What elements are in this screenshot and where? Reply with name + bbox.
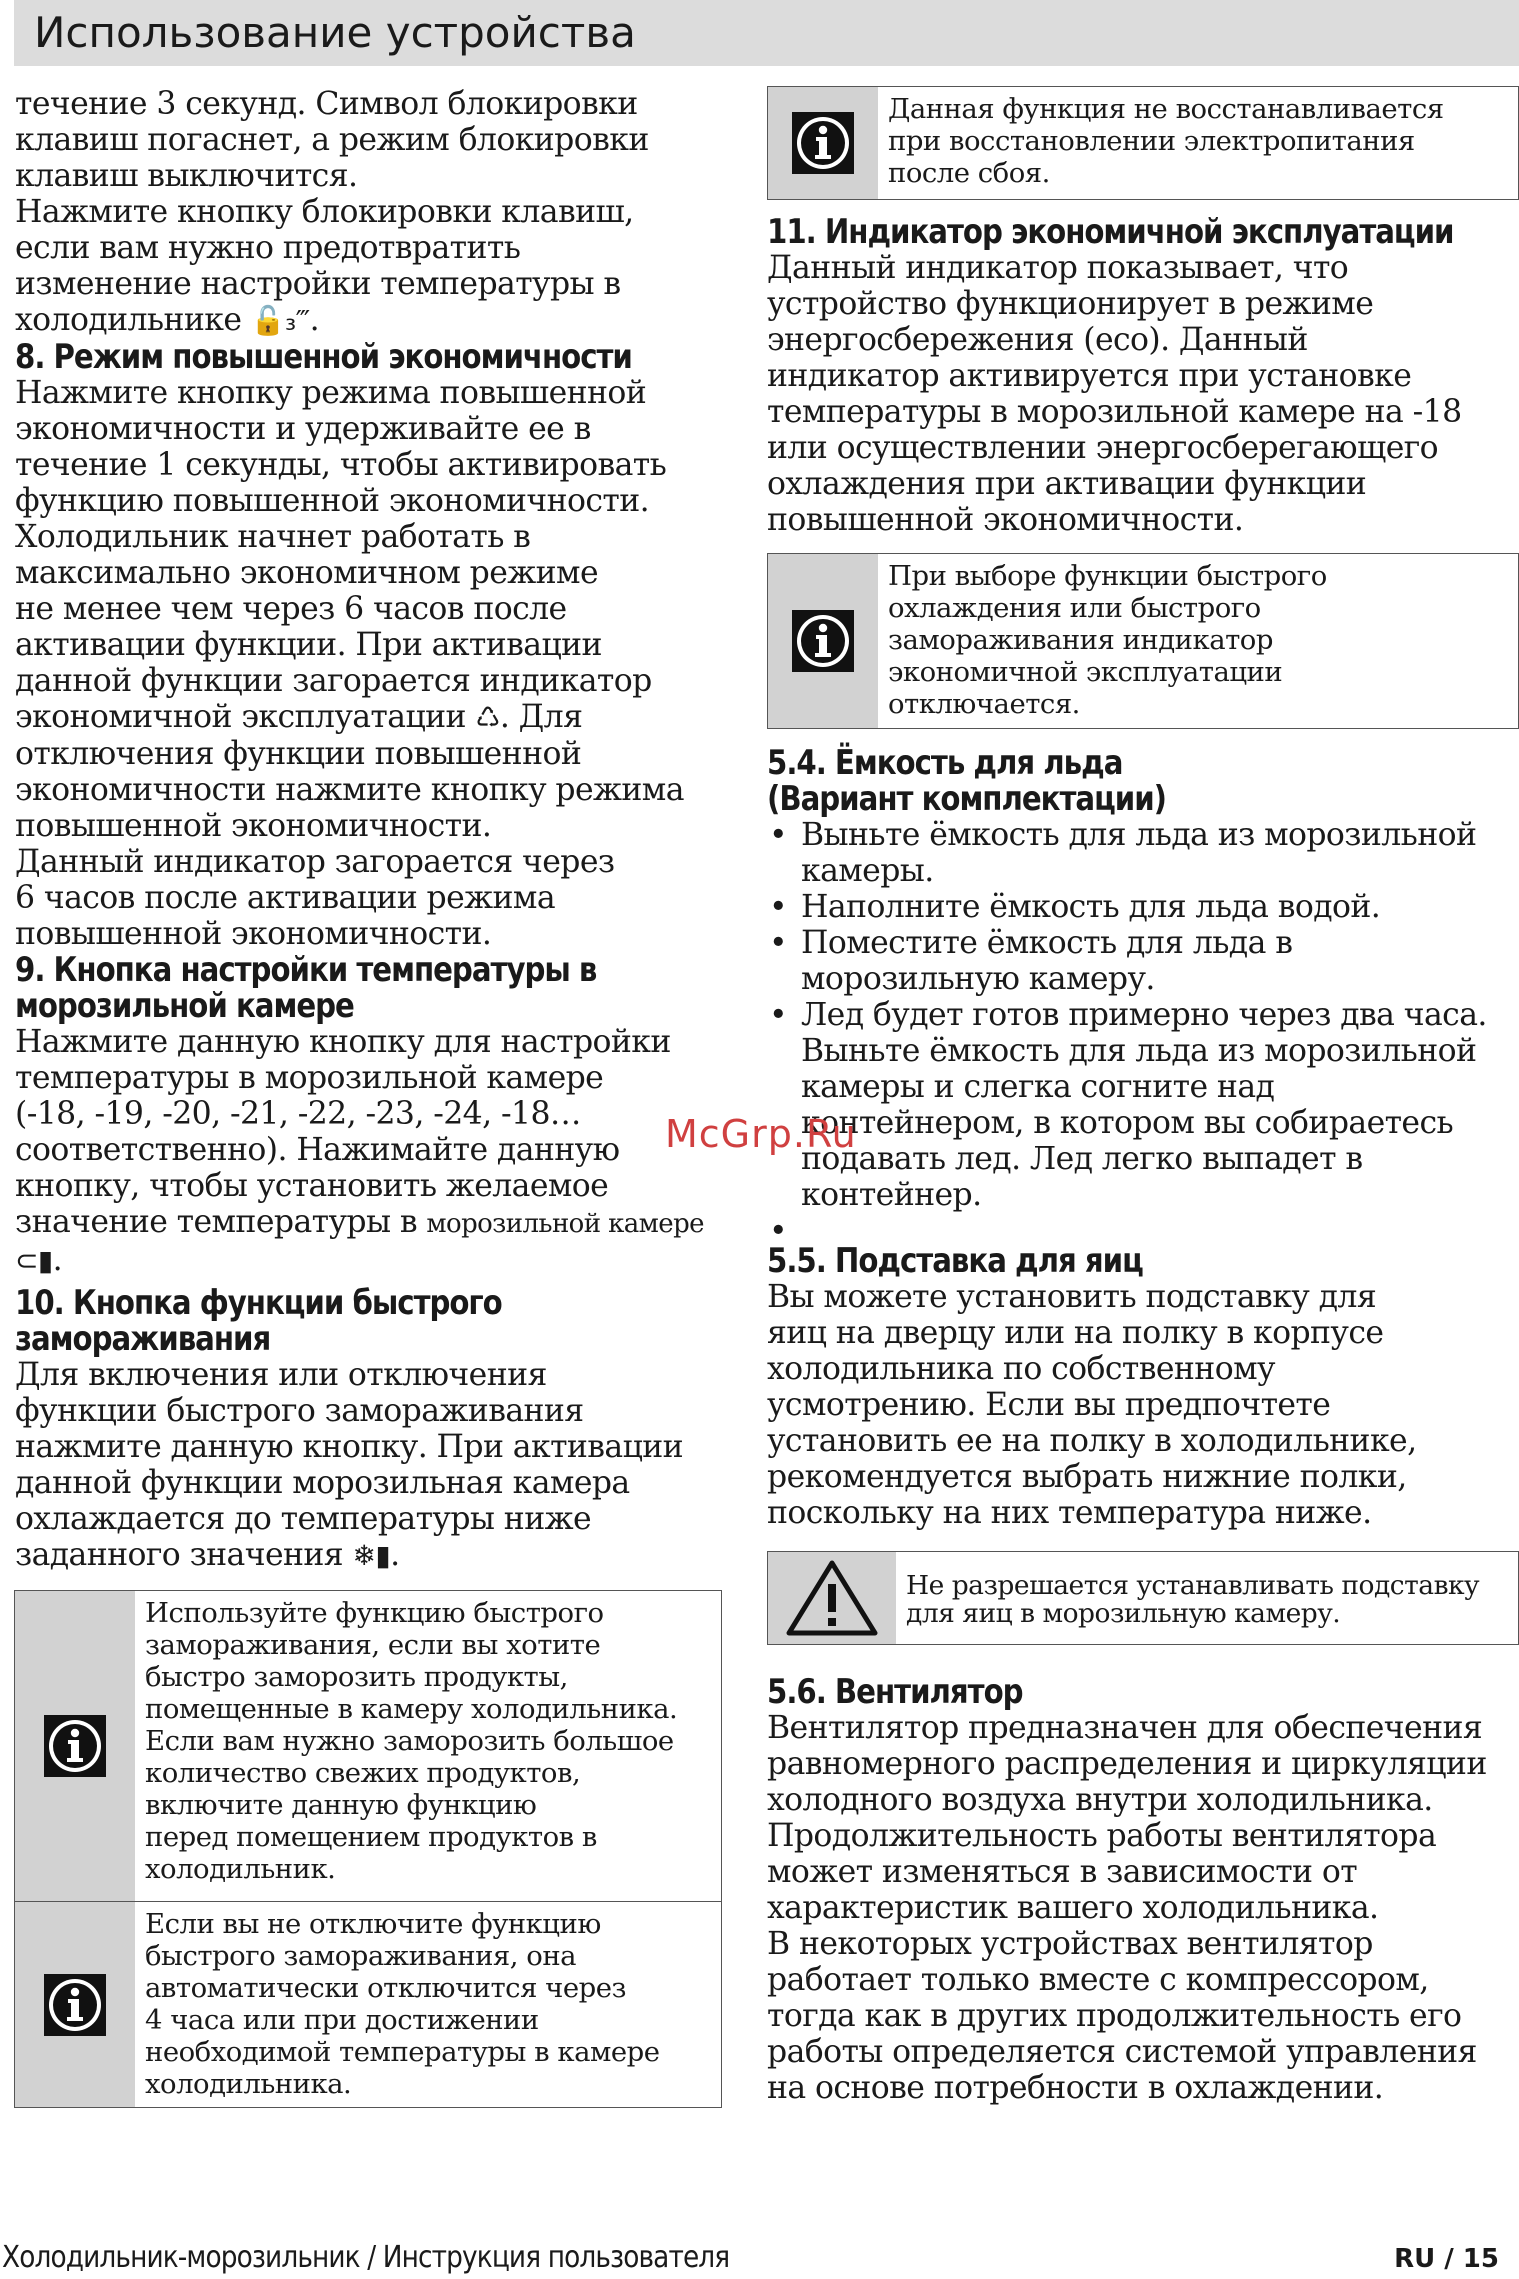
section-11-text: Данный индикатор показывает, что устройство функционирует в режиме энергосбережения (eco). Данный индикатор активируется при установке температуры в морозильной камере на -18 или осуществлении энергосберегающего охлаждения при активации функции повышенной экономичности. (767, 250, 1462, 538)
right-column-middle (767, 745, 1519, 1531)
section-8-text-b: . Для отключения функции повышенной экономичности нажмите кнопку режима повышенной экономичности. Данный индикатор загорается через 6 часов после активации режима повышенной экономичности. (15, 699, 684, 952)
warning-icon (786, 1560, 878, 1636)
eco-note-text: При выборе функции быстрого охлаждения или быстрого замораживания индикатор экономичной эксплуатации отключается. (888, 560, 1327, 720)
note-2-row (15, 1901, 721, 2107)
footer-title: Холодильник-морозильник / Инструкция пользователя (2, 2240, 730, 2275)
section-8-text (15, 375, 730, 952)
section-9-text: Нажмите данную кнопку для настройки температуры в морозильной камере (-18, -19, -20, -21, -22, -23, -24, -18… соответственно). Нажимайте данную кнопку, чтобы установить желаемое значение температуры в морозильной камере ⊂▮. (15, 1024, 704, 1278)
quick-freeze-icon: ❄▮ (352, 1539, 391, 1572)
egg-tray-warning (767, 1551, 1519, 1645)
quick-freeze-notes (14, 1590, 722, 2108)
info-icon (44, 1974, 106, 2036)
section-9-text-main: Нажмите данную кнопку для настройки температуры в морозильной камере (-18, -19, -20, -21, -22, -23, -24, -18… соответственно). Нажимайте данную кнопку, чтобы установить желаемое значение температуры в (15, 1024, 671, 1240)
section-5-6-text: Вентилятор предназначен для обеспечения равномерного распределения и циркуляции холодного воздуха внутри холодильника. Продолжительность работы вентилятора может изменяться в зависимости от характеристик вашего холодильника. В некоторых устройствах вентилятор работает только вместе с компрессором, тогда как в других продолжительность его работы определяется системой управления на основе потребности в охлаждении. (767, 1710, 1487, 2106)
right-column-lower (767, 1674, 1519, 2106)
note-1-text: Используйте функцию быстрого замораживания, если вы хотите быстро заморозить продукты, помещенные в камеру холодильника. Если вам нужно заморозить большое количество свежих продуктов, включите данную функцию перед помещением продуктов в холодильник. (145, 1597, 678, 1885)
eco-note-icon-cell (768, 554, 878, 728)
left-column (15, 86, 730, 1574)
section-10-text-main: Для включения или отключения функции быстрого замораживания нажмите данную кнопку. При активации данной функции морозильная камера охлаждается до температуры ниже заданного значения (15, 1357, 684, 1573)
freezer-temp-icon: ⊂▮ (15, 1244, 53, 1277)
warning-icon-cell (768, 1552, 896, 1644)
list-item: • Наполните ёмкость для льда водой. (767, 889, 1519, 925)
section-5-5-text: Вы можете установить подставку для яиц на дверцу или на полку в корпусе холодильника по собственному усмотрению. Если вы предпочтете установить ее на полку в холодильнике, рекомендуется выбрать нижние полки, поскольку на них температура ниже. (767, 1279, 1417, 1531)
section-5-6-title: 5.6. Вентилятор (767, 1672, 1023, 1712)
section-10-text: Для включения или отключения функции быстрого замораживания нажмите данную кнопку. При активации данной функции морозильная камера охлаждается до температуры ниже заданного значения ❄▮. (15, 1357, 684, 1573)
list-item (767, 1213, 1519, 1243)
note-1-row (15, 1591, 721, 1901)
section-10-title: 10. Кнопка функции быстрого замораживания (15, 1283, 502, 1359)
key-lock-paragraph: течение 3 секунд. Символ блокировки клавиш погаснет, а режим блокировки клавиш выключится. Нажмите кнопку блокировки клавиш, если вам нужно предотвратить изменение настройки температуры в холодильнике 🔓₃‴. (15, 86, 649, 338)
key-lock-icon: 🔓₃‴ (250, 304, 310, 337)
power-restore-icon-cell (768, 87, 878, 199)
header-bar (14, 0, 1519, 66)
info-icon (792, 112, 854, 174)
section-11-title: 11. Индикатор экономичной эксплуатации (767, 212, 1454, 252)
ice-tray-steps (767, 817, 1519, 1243)
power-restore-note (767, 86, 1519, 200)
page-title: Использование устройства (34, 8, 636, 57)
warning-text: Не разрешается устанавливать подставку для яиц в морозильную камеру. (906, 1570, 1480, 1629)
note-1-icon-cell (15, 1591, 135, 1901)
right-column-upper (767, 214, 1519, 538)
note-2-icon-cell (15, 1902, 135, 2107)
eco-note (767, 553, 1519, 729)
list-item: • Лед будет готов примерно через два часа. Выньте ёмкость для льда из морозильной камеры и слегка согните над контейнером, в котором вы собираетесь подавать лед. Лед легко выпадет в контейнер. (767, 997, 1519, 1213)
section-9-text-small: морозильной камере (426, 1209, 704, 1239)
eco-indicator-icon: ♺ (475, 701, 500, 734)
info-icon (792, 610, 854, 672)
section-8-text-a: Нажмите кнопку режима повышенной экономичности и удерживайте ее в течение 1 секунды, чтобы активировать функцию повышенной экономичности. Холодильник начнет работать в максимально экономичном режиме не менее чем через 6 часов после активации функции. При активации данной функции загорается индикатор экономичной эксплуатации (15, 375, 667, 735)
page-number: RU / 15 (1394, 2244, 1499, 2274)
watermark: McGrp.Ru (665, 1112, 857, 1156)
list-item: • Выньте ёмкость для льда из морозильной камеры. (767, 817, 1519, 889)
list-item: • Поместите ёмкость для льда в морозильную камеру. (767, 925, 1519, 997)
section-8-title: 8. Режим повышенной экономичности (15, 337, 632, 377)
section-5-4-title: 5.4. Ёмкость для льда (Вариант комплектации) (767, 743, 1166, 819)
note-2-text: Если вы не отключите функцию быстрого замораживания, она автоматически отключится через 4 часа или при достижении необходимой температуры в камере холодильника. (145, 1908, 660, 2100)
section-9-title: 9. Кнопка настройки температуры в морозильной камере (15, 950, 597, 1026)
info-icon (44, 1715, 106, 1777)
power-restore-text: Данная функция не восстанавливается при восстановлении электропитания после сбоя. (888, 93, 1444, 189)
section-5-5-title: 5.5. Подставка для яиц (767, 1241, 1143, 1281)
key-lock-text: течение 3 секунд. Символ блокировки клавиш погаснет, а режим блокировки клавиш выключится. Нажмите кнопку блокировки клавиш, если вам нужно предотвратить изменение настройки температуры в холодильнике (15, 86, 649, 338)
